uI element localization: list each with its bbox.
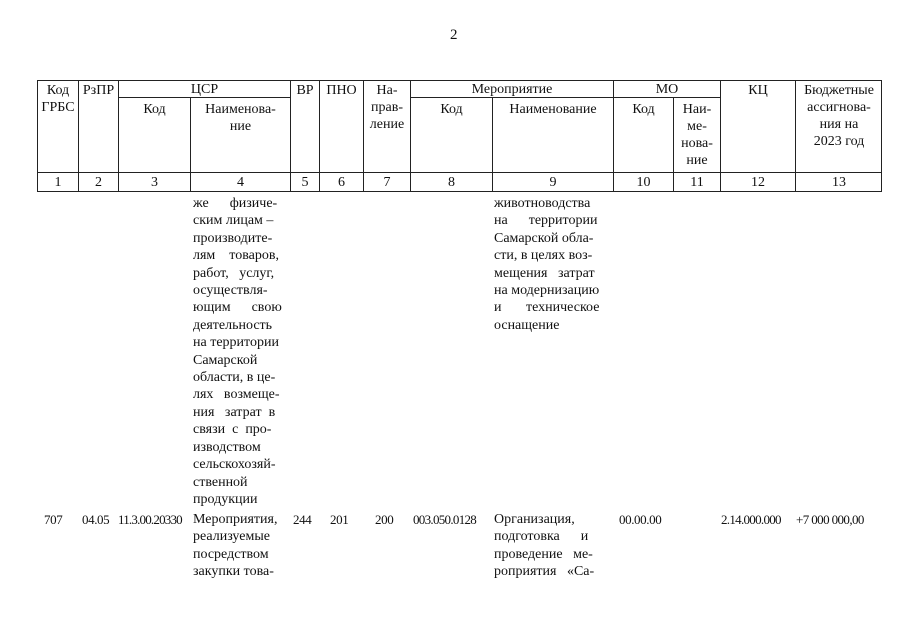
text-line: проведение ме- [494,546,593,562]
text-line: деятельность [193,317,273,333]
text-line: мещения затрат [494,265,595,281]
text-line: ния затрат в [193,404,276,420]
header-pno: ПНО [326,83,357,98]
column-number: 1 [54,175,62,190]
cell-kc: 2.14.000.000 [721,512,781,527]
cell-meropriyatie-kod: 003.050.0128 [413,512,477,527]
text-line: закупки това- [193,564,274,580]
cell-rzpr: 04.05 [82,512,110,527]
header-kc: КЦ [748,83,768,98]
text-line: изводством [193,439,261,455]
text-line: работ, услуг, [193,265,275,281]
text-line: Самарской [193,352,258,368]
column-number: 7 [383,175,391,190]
continued-csr-name [193,195,282,508]
text-line: же физиче- [193,196,278,211]
text-line: и техническое [494,300,600,316]
header-napravlenie: На- прав- ление [369,83,405,132]
text-line: продукции [193,491,258,507]
column-number: 13 [832,175,846,190]
header-budget: Бюджетные ассигнова- ния на 2023 год [804,83,874,149]
text-line: лях возмеще- [193,387,280,403]
cell-meropriyatie-name [494,511,594,581]
text-line: на территории [494,213,598,229]
text-line: оснащение [494,317,560,333]
column-number: 8 [448,175,455,190]
cell-csr-kod: 11.3.00.20330 [118,512,182,527]
cell-vr: 244 [293,512,312,527]
text-line: Организация, [494,512,575,527]
cell-kod-grbs: 707 [44,512,63,527]
header-csr-kod: Код [143,102,166,117]
text-line: осуществля- [193,283,268,299]
column-number: 10 [636,175,651,190]
header-rzpr: РзПР [82,83,115,98]
continued-meropriyatie-name [494,195,599,334]
text-line: ственной [193,474,248,490]
column-number: 3 [151,175,158,190]
cell-napravlenie: 200 [375,512,394,527]
header-mo-name: Наи- ме- нова- ние [681,102,713,168]
text-line: животноводства [494,196,591,211]
column-number: 2 [95,175,102,190]
column-number: 12 [751,175,765,190]
text-line: Самарской обла- [494,230,594,246]
header-csr-name: Наименова- ние [205,102,276,134]
header-mo: МО [655,82,679,97]
column-number: 4 [237,175,244,190]
grid-line [37,172,882,173]
text-line: подготовка и [494,529,589,545]
text-line: связи с про- [193,422,272,438]
text-line: Мероприятия, [193,512,278,527]
column-number: 11 [690,175,704,190]
header-vr: ВР [296,83,314,98]
header-meropriyatie-name: Наименование [509,102,597,117]
column-number: 6 [338,175,345,190]
cell-budget: +7 000 000,00 [796,512,864,527]
text-line: лям товаров, [193,248,279,264]
cell-csr-name [193,511,277,581]
text-line: ским лицам – [193,213,274,229]
header-meropriyatie-kod: Код [440,102,463,117]
text-line: реализуемые [193,529,270,545]
text-line: роприятия «Са- [494,564,595,580]
header-meropriyatie: Мероприятие [471,82,553,97]
column-number: 9 [549,175,557,190]
text-line: посредством [193,546,269,562]
text-line: сти, в целях воз- [494,248,593,264]
column-number: 5 [301,175,309,190]
text-line: на модернизацию [494,283,600,299]
header-mo-kod: Код [632,102,655,117]
grid-line [37,191,882,192]
text-line: производите- [193,230,273,246]
cell-pno: 201 [330,512,349,527]
text-line: сельскохозяй- [193,457,276,473]
text-line: на территории [193,335,279,351]
text-line: области, в це- [193,370,276,386]
header-kod-grbs: Код ГРБС [41,83,75,115]
text-line: ющим свою [193,300,282,316]
header-csr: ЦСР [190,82,219,97]
cell-mo-kod: 00.00.00 [619,512,662,527]
page-number: 2 [450,27,458,43]
